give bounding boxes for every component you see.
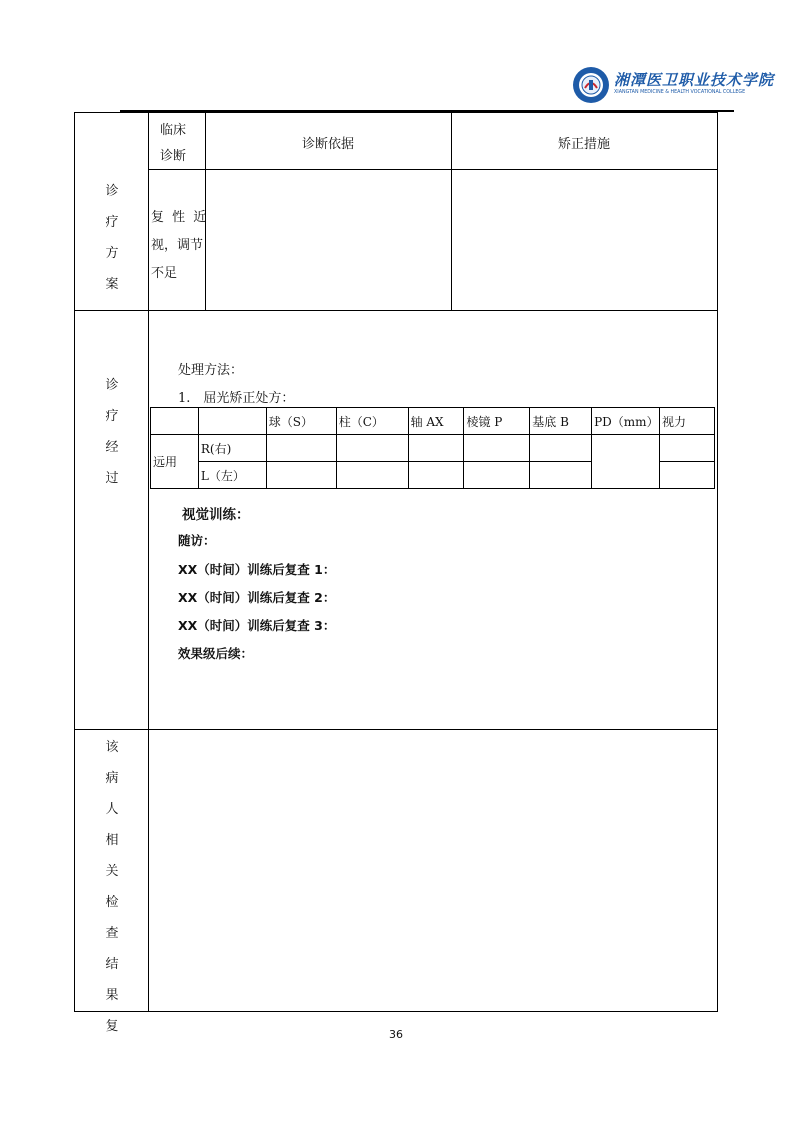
- followup-label: 随访：: [178, 533, 216, 548]
- effect-followup: 效果级后续：: [178, 646, 254, 661]
- rx-header-base: 基底 B: [530, 408, 592, 435]
- prescription-table: [150, 407, 715, 489]
- section3-label-char: 该: [105, 740, 119, 755]
- rx-header-axis: 轴 AX: [408, 408, 464, 435]
- rx-cell[interactable]: [660, 435, 715, 462]
- diagnosis-line-2: 视，调节: [151, 238, 204, 253]
- rx-header-acuity: 视力: [660, 408, 715, 435]
- treatment-method-title: 处理方法：: [178, 363, 244, 378]
- label-column-divider: [148, 112, 149, 1012]
- section1-label-char: 疗: [105, 215, 119, 230]
- rx-distance-label: 远用: [151, 435, 199, 489]
- recheck-2: XX（时间）训练后复查 2：: [178, 590, 336, 605]
- section1-label-char: 方: [105, 246, 119, 261]
- recheck-3: XX（时间）训练后复查 3：: [178, 618, 336, 633]
- section3-label-char: 结: [105, 957, 119, 972]
- recheck-1: XX（时间）训练后复查 1：: [178, 562, 336, 577]
- correction-measures-header: 矫正措施: [557, 137, 610, 152]
- rx-header-pd: PD（mm）: [592, 408, 660, 435]
- section1-label-char: 案: [105, 277, 119, 292]
- diagnosis-line-3: 不足: [151, 266, 178, 281]
- rx-header-row: [151, 408, 715, 435]
- section3-label-char: 果: [105, 988, 119, 1003]
- section2-bottom: [74, 729, 718, 730]
- rx-cell[interactable]: [336, 462, 408, 489]
- refraction-rx-title: 1. 屈光矫正处方：: [178, 391, 295, 406]
- rx-row-right: [151, 435, 715, 462]
- college-logo: [572, 66, 775, 104]
- rx-corner-cell: [151, 408, 199, 435]
- rx-eye-left: L（左）: [198, 462, 266, 489]
- section3-label-char: 相: [105, 833, 119, 848]
- section1-bottom: [74, 310, 718, 311]
- table-top-border: [74, 112, 718, 113]
- visual-training-label: 视觉训练：: [182, 507, 250, 523]
- rx-cell[interactable]: [408, 435, 464, 462]
- rx-cell[interactable]: [336, 435, 408, 462]
- table-bottom-border: [74, 1011, 718, 1012]
- rx-cell[interactable]: [464, 462, 530, 489]
- section3-label-char: 病: [105, 771, 119, 786]
- table-left-border: [74, 112, 75, 1012]
- college-emblem-icon: [572, 66, 610, 104]
- rx-cell[interactable]: [266, 462, 336, 489]
- rx-header-cylinder: 柱（C）: [336, 408, 408, 435]
- section2-label-char: 诊: [105, 378, 119, 393]
- section3-label-char: 关: [105, 864, 119, 879]
- section3-label-char: 人: [105, 802, 119, 817]
- rx-cell[interactable]: [530, 462, 592, 489]
- college-name-cn: 湘潭医卫职业技术学院: [614, 71, 775, 89]
- section3-label: [102, 732, 122, 1042]
- clinical-diagnosis-header: 临床 诊断: [160, 123, 187, 164]
- section3-label-char: 检: [105, 895, 119, 910]
- section2-label-char: 过: [105, 471, 119, 486]
- rx-eye-right: R(右): [198, 435, 266, 462]
- college-name-en: XIANGTAN MEDICINE & HEALTH VOCATIONAL COLLEGE: [614, 90, 746, 95]
- section3-label-char: 复: [105, 1019, 119, 1034]
- rx-header-prism: 棱镜 P: [464, 408, 530, 435]
- table-right-border: [717, 112, 718, 1012]
- section2-label-char: 疗: [105, 409, 119, 424]
- section2-label-char: 经: [105, 440, 119, 455]
- page-number: 36: [389, 1028, 403, 1041]
- rx-cell[interactable]: [660, 462, 715, 489]
- rx-corner-cell: [198, 408, 266, 435]
- rx-header-sphere: 球（S）: [266, 408, 336, 435]
- diagnosis-line-1: 复 性 近: [151, 210, 209, 225]
- section1-label-char: 诊: [105, 184, 119, 199]
- rx-cell[interactable]: [464, 435, 530, 462]
- section1-label: [102, 176, 122, 300]
- rx-cell[interactable]: [408, 462, 464, 489]
- section2-label: [102, 370, 122, 494]
- section3-label-char: 查: [105, 926, 119, 941]
- rx-cell[interactable]: [530, 435, 592, 462]
- diagnosis-basis-header: 诊断依据: [301, 137, 354, 152]
- s1-header-bottom: [148, 169, 718, 170]
- rx-pd-cell[interactable]: [592, 435, 660, 489]
- rx-cell[interactable]: [266, 435, 336, 462]
